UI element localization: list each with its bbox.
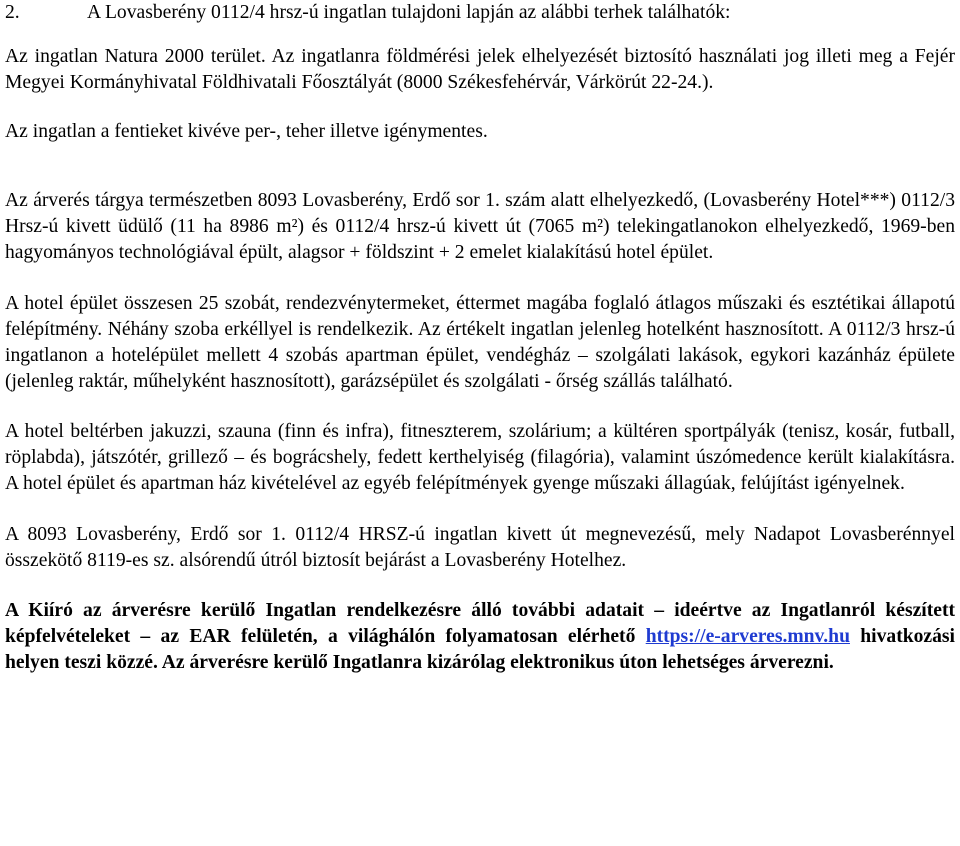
paragraph-encumbrance-free: Az ingatlan a fentieket kivéve per-, teher illetve igénymentes. <box>5 121 488 142</box>
heading-text: A Lovasberény 0112/4 hrsz-ú ingatlan tulajdoni lapján az alábbi terhek találhatók: <box>87 2 731 23</box>
paragraph-natura: Az ingatlan Natura 2000 terület. Az ingatlanra földmérési jelek elhelyezését biztosító használati jog illeti meg a Fejér Megyei Kormányhivatal Földhivatali Főosztályát (8000 Székesfehérvár, Várkörút 22-24.). <box>5 46 955 93</box>
paragraph-hotel-rooms: A hotel épület összesen 25 szobát, rendezvénytermeket, éttermet magába foglaló átlagos műszaki és esztétikai állapotú felépítmény. Néhány szoba erkéllyel is rendelkezik. Az értékelt ingatlan jelenleg hotelként hasznosított. A 0112/3 hrsz-ú ingatlanon a hotelépület mellett 4 szobás apartman épület, vendégház – szolgálati lakások, egykori kazánház épülete (jelenleg raktár, műhelyként hasznosított), garázsépület és szolgálati - őrség szállás található. <box>5 293 955 392</box>
heading-number: 2. <box>5 2 20 23</box>
paragraph-auction-subject: Az árverés tárgya természetben 8093 Lovasberény, Erdő sor 1. szám alatt elhelyezkedő, (Lovasberény Hotel***) 0112/3 Hrsz-ú kivett üdülő (11 ha 8986 m²) és 0112/4 hrsz-ú kivett út (7065 m²) telekingatlanokon elhelyezkedő, 1969-ben hagyományos technológiával épült, alagsor + földszint + 2 emelet kialakítású hotel épület. <box>5 190 955 263</box>
numbered-heading <box>5 0 955 26</box>
paragraph-road-access: A 8093 Lovasberény, Erdő sor 1. 0112/4 HRSZ-ú ingatlan kivett út megnevezésű, mely Nadapot Lovasberénnyel összekötő 8119-es sz. alsórendű útról biztosít bejárást a Lovasberény Hotelhez. <box>5 524 955 571</box>
paragraph-auction-notice <box>5 598 955 676</box>
document-page <box>5 0 955 676</box>
paragraph-hotel-facilities: A hotel beltérben jakuzzi, szauna (finn és infra), fitneszterem, szolárium; a kültéren sportpályák (tenisz, kosár, futball, röplabda), játszótér, grillező – és bográcshely, fedett kerthelyiség (filagória), valamint úszómedence került kialakításra. A hotel épület és apartman ház kivételével az egyéb felépítmények gyenge műszaki állagúak, felújítást igényelnek. <box>5 421 955 494</box>
ear-link[interactable]: https://e-arveres.mnv.hu <box>645 626 850 647</box>
notice-text-before: A Kiíró az árverésre kerülő Ingatlan rendelkezésre álló további adatait – ideértve az Ingatlanról készített képfelvételeket – az EAR felületén, a világhálón folyamatosan elérhető <box>5 600 955 647</box>
notice-text-after: hivatkozási helyen teszi közzé. Az árverésre kerülő Ingatlanra kizárólag elektronikus úton lehetséges árverezni. <box>5 626 955 673</box>
